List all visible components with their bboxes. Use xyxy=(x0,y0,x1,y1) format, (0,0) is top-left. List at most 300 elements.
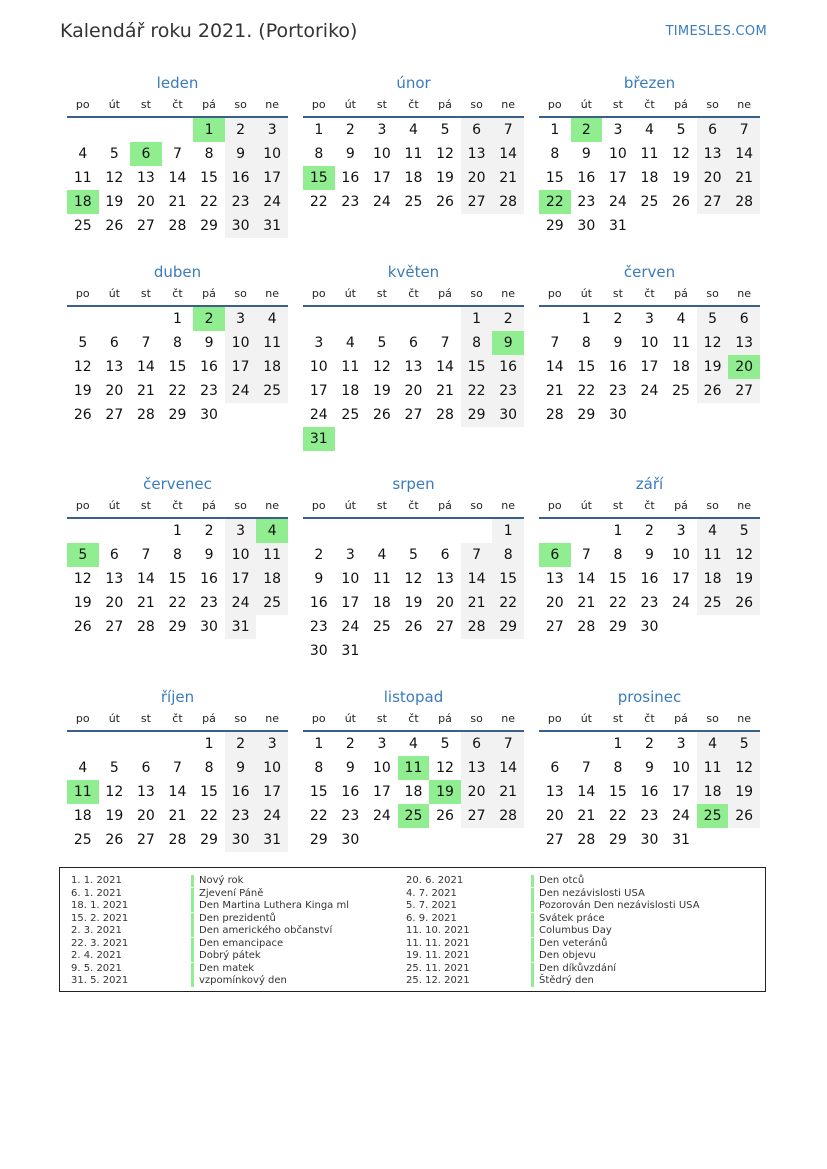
day-cell: 23 xyxy=(341,194,360,210)
day-cell: 10 xyxy=(256,756,288,780)
day-cell: 14 xyxy=(168,784,187,800)
holiday-day-cell: 1 xyxy=(193,118,225,142)
holiday-day-cell: 20 xyxy=(728,355,760,379)
day-cell: 2 xyxy=(345,122,355,138)
month-name: září xyxy=(635,475,664,493)
holiday-date: 11. 11. 2021 xyxy=(406,937,470,949)
empty-cell xyxy=(571,732,603,756)
day-cell: 14 xyxy=(136,359,155,375)
empty-cell xyxy=(99,118,131,142)
day-cell: 25 xyxy=(372,619,391,635)
holiday-date: 22. 3. 2021 xyxy=(71,937,129,949)
day-cell: 17 xyxy=(341,595,360,611)
day-cell: 20 xyxy=(545,595,564,611)
day-cell: 12 xyxy=(73,571,92,587)
day-cell: 28 xyxy=(168,832,187,848)
day-cell: 30 xyxy=(640,619,659,635)
day-cell: 6 xyxy=(141,760,151,776)
month-9 xyxy=(539,473,760,639)
weekday-label: út xyxy=(108,499,120,512)
weekday-label: so xyxy=(470,287,483,300)
empty-cell xyxy=(398,519,430,543)
weekday-label: út xyxy=(580,98,592,111)
day-grid xyxy=(67,307,288,427)
month-11 xyxy=(303,686,524,852)
day-cell: 20 xyxy=(105,383,124,399)
holiday-name: Nový rok xyxy=(199,875,244,886)
day-cell: 17 xyxy=(309,383,328,399)
weekday-label: út xyxy=(108,98,120,111)
day-cell: 8 xyxy=(613,547,623,563)
day-cell: 26 xyxy=(436,194,454,210)
holiday-date: 4. 7. 2021 xyxy=(406,887,457,899)
holiday-name: Den objevu xyxy=(539,950,597,961)
day-cell: 23 xyxy=(225,804,257,828)
day-cell: 25 xyxy=(73,832,92,848)
holiday-name: Den díkůvzdání xyxy=(539,962,617,974)
day-cell: 20 xyxy=(461,780,493,804)
day-cell: 6 xyxy=(550,760,560,776)
day-grid xyxy=(303,307,524,451)
month-name: červen xyxy=(623,263,676,281)
weekday-label: ne xyxy=(501,712,516,725)
day-cell: 29 xyxy=(200,832,218,848)
day-cell: 16 xyxy=(200,359,218,375)
day-cell: 1 xyxy=(613,736,623,752)
month-12 xyxy=(539,686,760,852)
day-cell: 13 xyxy=(545,784,564,800)
day-cell: 26 xyxy=(73,407,92,423)
month-5 xyxy=(303,261,524,451)
holiday-date: 18. 1. 2021 xyxy=(71,900,129,911)
day-cell: 14 xyxy=(492,756,524,780)
day-cell: 9 xyxy=(204,335,214,351)
month-name: říjen xyxy=(160,688,195,706)
day-cell: 20 xyxy=(105,595,124,611)
weekday-label: čt xyxy=(408,98,419,111)
weekday-label: st xyxy=(376,98,387,111)
legend-row xyxy=(406,963,756,976)
day-cell: 8 xyxy=(204,760,214,776)
weekday-label: po xyxy=(547,712,562,725)
day-cell: 13 xyxy=(404,359,423,375)
day-cell: 26 xyxy=(728,804,760,828)
day-cell: 7 xyxy=(492,732,524,756)
weekday-label: čt xyxy=(172,287,183,300)
day-cell: 14 xyxy=(436,359,454,375)
day-cell: 27 xyxy=(728,379,760,403)
day-cell: 22 xyxy=(168,383,187,399)
weekday-label: pá xyxy=(438,499,452,512)
day-cell: 16 xyxy=(309,595,328,611)
day-cell: 3 xyxy=(377,122,387,138)
holiday-date: 25. 12. 2021 xyxy=(406,975,470,986)
day-cell: 5 xyxy=(109,760,119,776)
weekday-label: pá xyxy=(674,98,688,111)
weekday-label: ne xyxy=(265,712,280,725)
holiday-name: Zjevení Páně xyxy=(199,887,264,899)
empty-cell xyxy=(539,732,571,756)
day-cell: 3 xyxy=(676,736,686,752)
weekday-label: ne xyxy=(737,287,752,300)
day-cell: 28 xyxy=(136,407,155,423)
weekday-label: po xyxy=(75,499,90,512)
day-cell: 11 xyxy=(372,571,391,587)
holiday-color-marker xyxy=(531,900,534,912)
weekday-label: ne xyxy=(501,499,516,512)
day-cell: 9 xyxy=(204,547,214,563)
legend-row xyxy=(71,925,401,938)
day-cell: 4 xyxy=(78,146,88,162)
day-cell: 3 xyxy=(645,311,654,327)
holiday-day-cell: 2 xyxy=(571,118,603,142)
month-2 xyxy=(303,72,524,214)
month-name: duben xyxy=(153,263,202,281)
weekday-label: čt xyxy=(644,499,655,512)
weekday-label: pá xyxy=(438,712,452,725)
empty-cell xyxy=(130,732,162,756)
day-cell: 2 xyxy=(492,307,524,331)
day-cell: 2 xyxy=(613,311,623,327)
day-cell: 24 xyxy=(225,379,257,403)
day-cell: 15 xyxy=(608,571,627,587)
month-7 xyxy=(67,473,288,639)
weekday-label: pá xyxy=(202,712,216,725)
day-cell: 9 xyxy=(613,335,623,351)
day-cell: 24 xyxy=(341,619,360,635)
day-cell: 7 xyxy=(141,547,151,563)
weekday-header xyxy=(303,283,524,307)
day-cell: 12 xyxy=(672,146,690,162)
day-cell: 23 xyxy=(640,595,659,611)
day-cell: 18 xyxy=(341,383,360,399)
day-cell: 20 xyxy=(461,166,493,190)
weekday-label: po xyxy=(547,287,562,300)
day-cell: 17 xyxy=(225,567,257,591)
day-cell: 13 xyxy=(697,142,729,166)
holiday-name: Štědrý den xyxy=(539,975,594,986)
day-cell: 17 xyxy=(672,784,690,800)
day-cell: 14 xyxy=(577,784,596,800)
weekday-label: so xyxy=(706,712,719,725)
day-cell: 2 xyxy=(645,523,654,539)
day-cell: 29 xyxy=(461,403,493,427)
holiday-date: 2. 3. 2021 xyxy=(71,925,122,936)
day-cell: 21 xyxy=(436,383,454,399)
day-cell: 14 xyxy=(728,142,760,166)
legend-row xyxy=(406,925,756,938)
day-grid xyxy=(539,118,760,238)
day-cell: 9 xyxy=(345,146,355,162)
weekday-label: ne xyxy=(737,499,752,512)
day-cell: 13 xyxy=(105,571,124,587)
month-name: prosinec xyxy=(617,688,682,706)
weekday-label: so xyxy=(234,712,247,725)
day-cell: 24 xyxy=(372,194,391,210)
day-cell: 25 xyxy=(256,379,288,403)
weekday-label: st xyxy=(376,712,387,725)
day-cell: 23 xyxy=(309,619,328,635)
day-cell: 9 xyxy=(225,142,257,166)
legend-row xyxy=(406,950,756,963)
day-cell: 12 xyxy=(404,571,423,587)
day-grid xyxy=(303,732,524,852)
day-cell: 27 xyxy=(461,804,493,828)
day-cell: 31 xyxy=(225,615,257,639)
day-cell: 12 xyxy=(73,359,92,375)
day-cell: 11 xyxy=(697,543,729,567)
day-cell: 17 xyxy=(672,571,690,587)
empty-cell xyxy=(429,307,461,331)
weekday-label: so xyxy=(706,499,719,512)
day-cell: 17 xyxy=(372,170,391,186)
empty-cell xyxy=(539,519,571,543)
day-cell: 30 xyxy=(200,619,218,635)
holiday-day-cell: 9 xyxy=(492,331,524,355)
day-cell: 21 xyxy=(136,595,155,611)
weekday-label: čt xyxy=(408,287,419,300)
weekday-label: pá xyxy=(202,287,216,300)
day-cell: 9 xyxy=(645,547,654,563)
holiday-name: Den matek xyxy=(199,962,255,974)
holiday-date: 19. 11. 2021 xyxy=(406,950,470,961)
day-cell: 23 xyxy=(200,595,218,611)
weekday-label: so xyxy=(470,712,483,725)
day-cell: 29 xyxy=(608,832,627,848)
empty-cell xyxy=(366,519,398,543)
day-cell: 29 xyxy=(577,407,596,423)
holiday-day-cell: 19 xyxy=(429,780,461,804)
holiday-color-marker xyxy=(531,888,534,900)
day-cell: 15 xyxy=(545,170,564,186)
day-cell: 21 xyxy=(168,194,187,210)
day-cell: 16 xyxy=(200,571,218,587)
empty-cell xyxy=(130,118,162,142)
legend-row xyxy=(406,975,756,988)
day-cell: 7 xyxy=(581,760,591,776)
day-cell: 19 xyxy=(728,780,760,804)
day-cell: 22 xyxy=(200,194,218,210)
day-cell: 27 xyxy=(436,619,454,635)
day-cell: 7 xyxy=(728,118,760,142)
holiday-day-cell: 6 xyxy=(539,543,571,567)
day-cell: 8 xyxy=(173,335,182,351)
holiday-name: Den Martina Luthera Kinga ml xyxy=(199,900,349,911)
day-cell: 13 xyxy=(436,571,454,587)
day-cell: 9 xyxy=(225,756,257,780)
weekday-label: po xyxy=(75,98,90,111)
day-cell: 5 xyxy=(409,547,418,563)
day-cell: 28 xyxy=(577,832,596,848)
day-cell: 18 xyxy=(404,170,423,186)
month-10 xyxy=(67,686,288,852)
day-cell: 18 xyxy=(672,359,690,375)
day-cell: 27 xyxy=(105,619,124,635)
day-cell: 20 xyxy=(697,166,729,190)
day-cell: 8 xyxy=(314,146,324,162)
weekday-label: ne xyxy=(737,98,752,111)
day-cell: 24 xyxy=(225,591,257,615)
holiday-day-cell: 22 xyxy=(539,190,571,214)
day-cell: 6 xyxy=(109,335,119,351)
day-cell: 16 xyxy=(492,355,524,379)
day-cell: 7 xyxy=(581,547,591,563)
legend-row xyxy=(71,913,401,926)
weekday-label: út xyxy=(344,287,356,300)
day-cell: 3 xyxy=(345,547,355,563)
holiday-day-cell: 11 xyxy=(67,780,99,804)
weekday-header xyxy=(67,495,288,519)
day-cell: 10 xyxy=(608,146,627,162)
day-cell: 19 xyxy=(73,595,92,611)
day-cell: 10 xyxy=(372,146,391,162)
weekday-label: út xyxy=(580,499,592,512)
day-cell: 26 xyxy=(697,379,729,403)
empty-cell xyxy=(429,519,461,543)
brand-link[interactable]: TIMESLES.COM xyxy=(665,24,767,39)
day-cell: 7 xyxy=(492,118,524,142)
day-cell: 19 xyxy=(404,595,423,611)
legend-row xyxy=(71,888,401,901)
day-cell: 3 xyxy=(225,307,257,331)
weekday-header xyxy=(303,495,524,519)
day-cell: 19 xyxy=(697,355,729,379)
day-cell: 11 xyxy=(73,170,92,186)
holiday-color-marker xyxy=(191,938,194,950)
day-cell: 15 xyxy=(577,359,596,375)
weekday-label: út xyxy=(344,499,356,512)
month-name: květen xyxy=(387,263,440,281)
day-cell: 30 xyxy=(225,214,257,238)
empty-cell xyxy=(539,307,571,331)
day-cell: 2 xyxy=(204,523,214,539)
legend-row xyxy=(71,950,401,963)
empty-cell xyxy=(99,732,131,756)
day-cell: 26 xyxy=(105,218,124,234)
empty-cell xyxy=(67,732,99,756)
day-cell: 1 xyxy=(204,736,214,752)
day-cell: 22 xyxy=(309,808,328,824)
day-cell: 22 xyxy=(492,591,524,615)
day-cell: 14 xyxy=(577,571,596,587)
day-grid xyxy=(67,118,288,238)
weekday-label: po xyxy=(311,98,326,111)
day-cell: 8 xyxy=(613,760,623,776)
day-cell: 31 xyxy=(672,832,690,848)
day-cell: 11 xyxy=(404,146,423,162)
holiday-date: 31. 5. 2021 xyxy=(71,975,129,986)
day-cell: 19 xyxy=(672,170,690,186)
day-grid xyxy=(67,519,288,639)
day-cell: 13 xyxy=(105,359,124,375)
day-cell: 2 xyxy=(225,732,257,756)
day-cell: 23 xyxy=(608,383,627,399)
holiday-color-marker xyxy=(191,900,194,912)
holiday-day-cell: 11 xyxy=(398,756,430,780)
day-cell: 4 xyxy=(256,307,288,331)
month-4 xyxy=(67,261,288,427)
holiday-date: 6. 9. 2021 xyxy=(406,912,457,924)
day-cell: 5 xyxy=(676,122,686,138)
day-cell: 1 xyxy=(492,519,524,543)
day-cell: 10 xyxy=(341,571,360,587)
day-cell: 16 xyxy=(225,780,257,804)
day-cell: 22 xyxy=(309,194,328,210)
month-8 xyxy=(303,473,524,663)
day-grid xyxy=(67,732,288,852)
day-cell: 12 xyxy=(728,543,760,567)
day-cell: 28 xyxy=(461,615,493,639)
month-3 xyxy=(539,72,760,238)
day-cell: 26 xyxy=(404,619,423,635)
holiday-color-marker xyxy=(191,925,194,937)
day-cell: 19 xyxy=(105,194,124,210)
day-cell: 6 xyxy=(461,732,493,756)
day-cell: 23 xyxy=(200,383,218,399)
day-cell: 2 xyxy=(225,118,257,142)
day-cell: 28 xyxy=(577,619,596,635)
day-cell: 6 xyxy=(461,118,493,142)
day-cell: 3 xyxy=(256,732,288,756)
month-name: únor xyxy=(396,74,431,92)
month-name: leden xyxy=(156,74,199,92)
day-cell: 14 xyxy=(168,170,187,186)
holiday-name: Pozorován Den nezávislosti USA xyxy=(539,900,700,911)
empty-cell xyxy=(303,307,335,331)
day-cell: 11 xyxy=(256,331,288,355)
day-cell: 7 xyxy=(173,146,182,162)
day-cell: 4 xyxy=(697,519,729,543)
weekday-header xyxy=(303,708,524,732)
day-cell: 17 xyxy=(256,780,288,804)
day-cell: 9 xyxy=(645,760,654,776)
day-cell: 13 xyxy=(136,170,155,186)
day-cell: 28 xyxy=(728,190,760,214)
day-cell: 22 xyxy=(608,808,627,824)
day-cell: 29 xyxy=(168,619,187,635)
day-cell: 12 xyxy=(372,359,391,375)
day-cell: 21 xyxy=(168,808,187,824)
weekday-label: st xyxy=(376,287,387,300)
day-grid xyxy=(539,519,760,639)
holiday-color-marker xyxy=(191,963,194,975)
weekday-label: čt xyxy=(172,98,183,111)
day-cell: 25 xyxy=(404,194,423,210)
holiday-color-marker xyxy=(191,888,194,900)
day-cell: 12 xyxy=(105,170,124,186)
day-cell: 12 xyxy=(728,756,760,780)
day-cell: 24 xyxy=(256,804,288,828)
weekday-label: so xyxy=(470,98,483,111)
day-cell: 23 xyxy=(640,808,659,824)
day-cell: 7 xyxy=(461,543,493,567)
day-cell: 17 xyxy=(372,784,391,800)
weekday-label: pá xyxy=(438,287,452,300)
weekday-label: ne xyxy=(501,98,516,111)
day-cell: 22 xyxy=(577,383,596,399)
day-cell: 17 xyxy=(256,166,288,190)
day-cell: 20 xyxy=(545,808,564,824)
legend-row xyxy=(406,938,756,951)
day-cell: 5 xyxy=(440,122,450,138)
holiday-name: Den veteránů xyxy=(539,937,608,949)
empty-cell xyxy=(67,519,99,543)
day-cell: 8 xyxy=(492,543,524,567)
weekday-label: st xyxy=(140,712,151,725)
day-cell: 11 xyxy=(640,146,659,162)
legend-column-right xyxy=(406,875,756,988)
day-cell: 20 xyxy=(136,808,155,824)
